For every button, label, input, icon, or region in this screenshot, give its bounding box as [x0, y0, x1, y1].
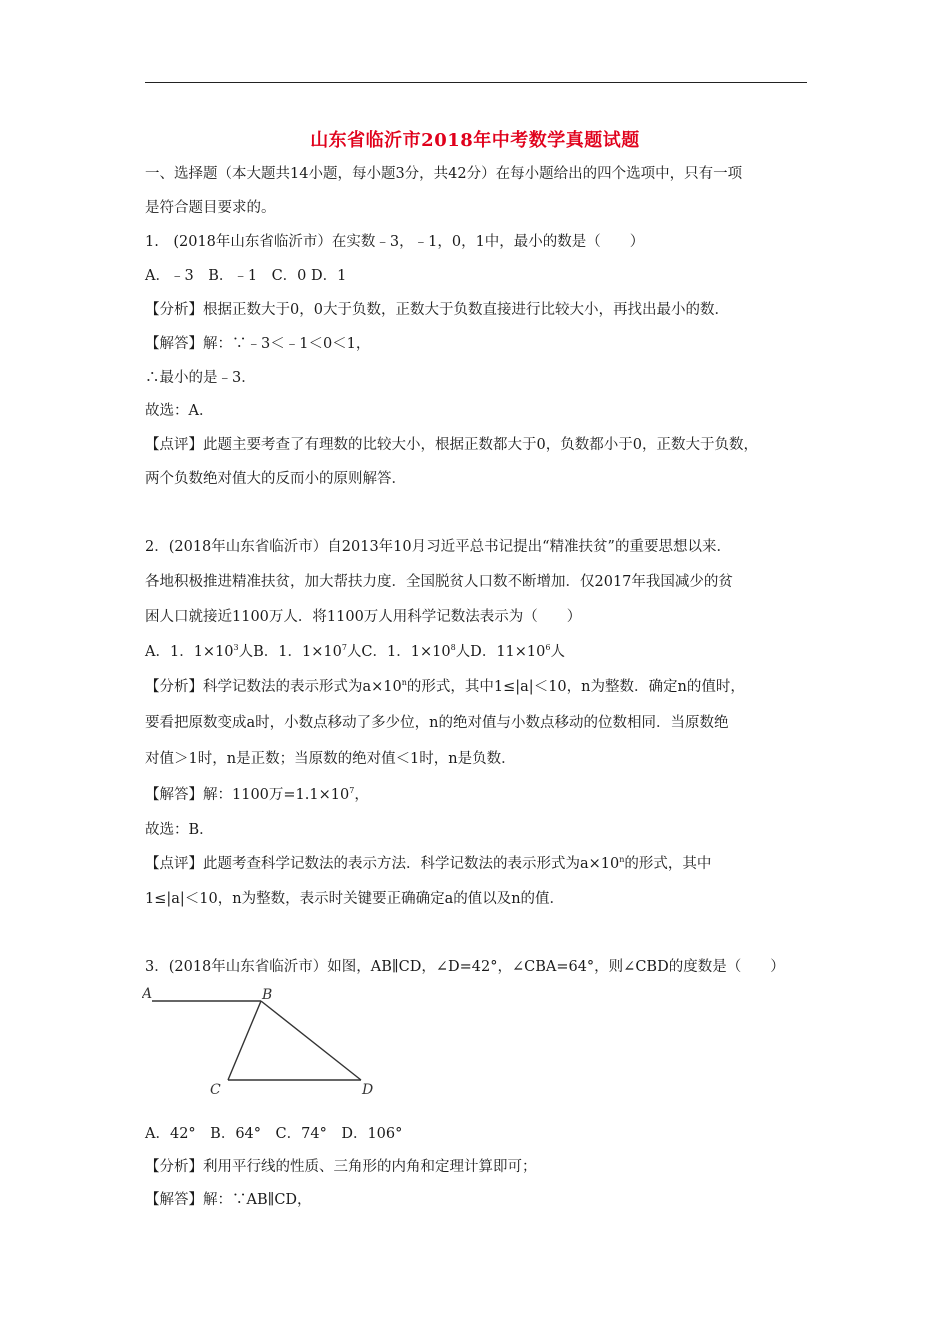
- q3-stem: 3．(2018年山东省临沂市）如图，AB∥CD，∠D=42°，∠CBA=64°，则∠CBD的度数是（ ）: [145, 959, 785, 975]
- q2-analysis-line1: 【分析】科学记数法的表示形式为$a\times 10^n$的形式，其中1≤|a|＜10，n为整数．确定n的值时，: [145, 678, 745, 695]
- q2-choice: 故选：B．: [145, 822, 214, 838]
- label-b: B: [262, 987, 273, 1003]
- q3-options: A．42° B．64° C．74° D．106°: [145, 1126, 403, 1142]
- label-d: D: [362, 1082, 374, 1098]
- section-intro: 一、选择题（本大题共14小题，每小题3分，共42分）在每小题给出的四个选项中，只有一项: [145, 166, 743, 182]
- page-title: 山东省临沂市2018年中考数学真题试题: [310, 130, 640, 151]
- line-bc: [228, 1001, 261, 1080]
- q2-stem-line1: 2．(2018年山东省临沂市）自2013年10月习近平总书记提出“精准扶贫”的重要思想以来．: [145, 539, 731, 555]
- q2-stem-line2: 各地积极推进精准扶贫，加大帮扶力度．全国脱贫人口数不断增加．仅2017年我国减少的贫: [145, 574, 733, 590]
- q1-choice: 故选：A．: [145, 403, 214, 419]
- q1-comment-line2: 两个负数绝对值大的反而小的原则解答．: [145, 471, 406, 487]
- q2-stem-line3: 困人口就接近1100万人．将1100万人用科学记数法表示为（ ）: [145, 609, 582, 625]
- q1-answer-line1: 【解答】解：∵﹣3＜﹣1＜0＜1，: [145, 336, 371, 352]
- label-a: A: [142, 986, 153, 1002]
- q1-answer-line2: ∴最小的是﹣3．: [145, 370, 256, 386]
- q2-comment-line1: 【点评】此题考查科学记数法的表示方法．科学记数法的表示形式为$a\times 10^n$的形式，其中: [145, 855, 712, 872]
- q2-analysis-line2: 要看把原数变成a时，小数点移动了多少位，n的绝对值与小数点移动的位数相同．当原数绝: [145, 715, 729, 731]
- q1-options: A．﹣3 B．﹣1 C．0 D．1: [145, 268, 347, 284]
- q1-stem: 1. (2018年山东省临沂市）在实数﹣3，﹣1，0，1中，最小的数是（ ）: [145, 234, 645, 250]
- q3-answer: 【解答】解：∵AB∥CD，: [145, 1192, 312, 1208]
- q1-analysis: 【分析】根据正数大于0，0大于负数，正数大于负数直接进行比较大小，再找出最小的数．: [145, 302, 729, 318]
- line-bd: [261, 1001, 361, 1080]
- header-rule: [145, 82, 807, 83]
- q1-comment-line1: 【点评】此题主要考查了有理数的比较大小，根据正数都大于0，负数都小于0，正数大于负数，: [145, 437, 758, 453]
- q2-options: A．1．$1\times 10^3$人B．1．$1\times 10^7$人C．1．$1\times 10^8$人D．$11\times 10^6$人: [145, 643, 565, 660]
- q2-comment-line2: 1≤|a|＜10，n为整数，表示时关键要正确确定a的值以及n的值．: [145, 891, 565, 907]
- q2-analysis-line3: 对值＞1时，n是正数；当原数的绝对值＜1时，n是负数．: [145, 751, 516, 767]
- q3-geometry-figure: [142, 984, 382, 1100]
- q3-analysis: 【分析】利用平行线的性质、三角形的内角和定理计算即可；: [145, 1159, 537, 1175]
- q2-answer: 【解答】解：1100万$=1.1\times 10^7$，: [145, 786, 369, 803]
- label-c: C: [210, 1082, 221, 1098]
- section-intro-cont: 是符合题目要求的。: [145, 200, 276, 216]
